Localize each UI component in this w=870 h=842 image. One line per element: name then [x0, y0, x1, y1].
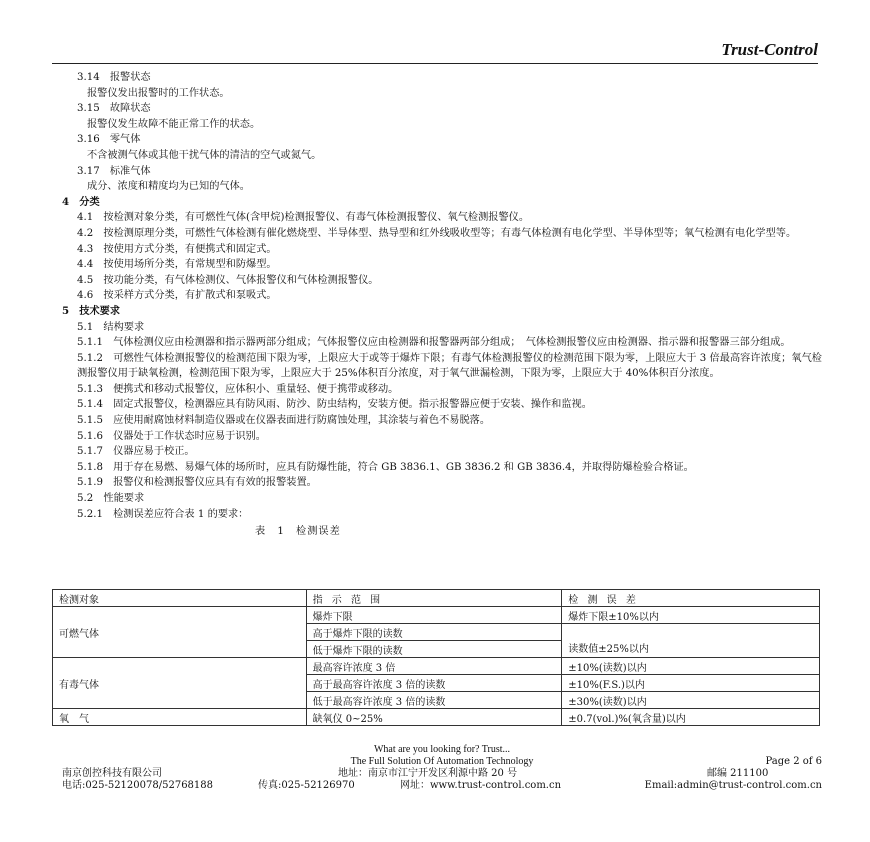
- postcode: 邮编 211100: [707, 768, 769, 779]
- clause-text: 4.6 按采样方式分类，有扩散式和泵吸式。: [77, 290, 277, 302]
- header-cell: 检测对象: [53, 590, 307, 607]
- page-number: Page 2 of 6: [765, 756, 822, 767]
- footer-row-3: [62, 780, 822, 792]
- clause-text: 5.1.6 仪器处于工作状态时应易于识别。: [77, 430, 266, 442]
- clause-text: 4.2 按检测原理分类，可燃性气体检测有催化燃烧型、半导体型、热导型和红外线吸收型等；有毒气体检测有电化学型、半导体型等；氧气检测有电化学型等。: [77, 227, 797, 239]
- range-cell: 低于最高容许浓度 3 倍的读数: [306, 692, 562, 709]
- object-cell: 可燃气体: [53, 607, 307, 658]
- range-cell: 低于爆炸下限的读数: [306, 641, 562, 658]
- table-header-row: [53, 590, 820, 607]
- phone: 电话:025-52120078/52768188: [62, 780, 214, 791]
- document-body: [62, 70, 822, 540]
- clause-text: 报警仪发出报警时的工作状态。: [87, 87, 230, 99]
- table-caption: 表 1 检测误差: [255, 526, 341, 538]
- clause-heading: 3.14 报警状态: [77, 72, 151, 83]
- clause-text: 5.1.1 气体检测仪应由检测器和指示器两部分组成；气体报警仪应由检测器和报警器两部分组成； 气体检测报警仪应由检测器、指示器和报警器三部分组成。: [77, 337, 791, 349]
- clause-heading: 5.1 结构要求: [77, 321, 145, 333]
- table-row: [53, 607, 820, 624]
- clause-text: 4.4 按使用场所分类，有常规型和防爆型。: [77, 259, 277, 271]
- detection-error-table: [52, 589, 820, 726]
- clause-text: 5.1.8 用于存在易燃、易爆气体的场所时，应具有防爆性能，符合 GB 3836.1、GB 3836.2 和 GB 3836.4，并取得防爆检验合格证。: [77, 461, 694, 473]
- object-cell: 有毒气体: [53, 658, 307, 709]
- clause-text: 4.5 按功能分类，有气体检测仪、气体报警仪和气体检测报警仪。: [77, 274, 379, 286]
- footer-slogan: What are you looking for? Trust...: [373, 744, 511, 755]
- error-cell: ±10%(F.S.)以内: [562, 675, 820, 692]
- range-cell: 缺氧仪 0~25%: [306, 709, 562, 726]
- footer-row-1: [62, 756, 822, 768]
- section-heading: 4 分类: [62, 195, 100, 208]
- error-cell: ±10%(读数)以内: [562, 658, 820, 675]
- page-footer: [62, 744, 822, 792]
- email-link[interactable]: Email:admin@trust-control.com.cn: [644, 780, 822, 791]
- footer-row-2: [62, 768, 822, 780]
- clause-text: 5.1.7 仪器应易于校正。: [77, 446, 195, 458]
- error-cell: ±0.7(vol.)%(氧含量)以内: [562, 709, 820, 726]
- header-rule: [52, 63, 818, 64]
- clause-text: 4.3 按使用方式分类，有便携式和固定式。: [77, 243, 277, 255]
- clause-text: 5.1.9 报警仪和检测报警仪应具有有效的报警装置。: [77, 477, 317, 489]
- clause-heading: 3.16 零气体: [77, 134, 141, 146]
- clause-heading: 3.15 故障状态: [77, 103, 151, 115]
- clause-text: 5.1.4 固定式报警仪，检测器应具有防风雨、防沙、防虫结构，安装方便。指示报警器应便于安装、操作和监视。: [77, 399, 592, 411]
- clause-text: 5.2.1 检测误差应符合表 1 的要求：: [77, 508, 249, 520]
- section-heading: 5 技术要求: [62, 304, 121, 317]
- error-cell: 爆炸下限±10%以内: [562, 607, 820, 624]
- clause-text: 5.1.3 便携式和移动式报警仪，应体积小、重量轻、便于携带或移动。: [77, 383, 399, 395]
- company-address: 地址：南京市江宁开发区利源中路 20 号: [338, 768, 518, 779]
- range-cell: 爆炸下限: [306, 607, 562, 624]
- error-cell: ±30%(读数)以内: [562, 692, 820, 709]
- clause-heading: 3.17 标准气体: [77, 165, 151, 177]
- header-cell: 指 示 范 围: [306, 590, 562, 607]
- clause-text: 5.1.2 可燃性气体检测报警仪的检测范围下限为零，上限应大于或等于爆炸下限；有毒气体检测报警仪的检测范围下限为零，上限应大于 3 倍最高容许浓度；氧气检测报警仪用于缺氧检测，检测范围下限为零，上限应大于 25%体积百分浓度，对于氧气泄漏检测，下限为零，上限应大于 40%体积百分浓度。: [77, 352, 822, 380]
- footer-slogan-2: The Full Solution Of Automation Technology: [350, 756, 534, 767]
- table-row: [53, 658, 820, 675]
- clause-heading: 5.2 性能要求: [77, 493, 145, 505]
- range-cell: 最高容许浓度 3 倍: [306, 658, 562, 675]
- clause-text: 报警仪发生故障不能正常工作的状态。: [87, 118, 261, 130]
- website-link[interactable]: 网址：www.trust-control.com.cn: [400, 780, 562, 791]
- header-cell: 检 测 误 差: [562, 590, 820, 607]
- error-cell: 读数值±25%以内: [562, 624, 820, 658]
- clause-text: 5.1.5 应使用耐腐蚀材料制造仪器或在仪器表面进行防腐蚀处理，其涂装与着色不易脱落。: [77, 415, 491, 427]
- range-cell: 高于爆炸下限的读数: [306, 624, 562, 641]
- clause-text: 成分、浓度和精度均为已知的气体。: [87, 181, 250, 193]
- clause-text: 4.1 按检测对象分类，有可燃性气体(含甲烷)检测报警仪、有毒气体检测报警仪、氧气检测报警仪。: [77, 212, 530, 224]
- fax: 传真:025-52126970: [258, 780, 355, 791]
- company-name: 南京创控科技有限公司: [62, 768, 162, 779]
- clause-text: 不含被测气体或其他干扰气体的清洁的空气或氮气。: [87, 149, 322, 161]
- object-cell: 氧 气: [53, 709, 307, 726]
- brand-logo-text: Trust-Control: [721, 40, 818, 59]
- range-cell: 高于最高容许浓度 3 倍的读数: [306, 675, 562, 692]
- table-row: [53, 709, 820, 726]
